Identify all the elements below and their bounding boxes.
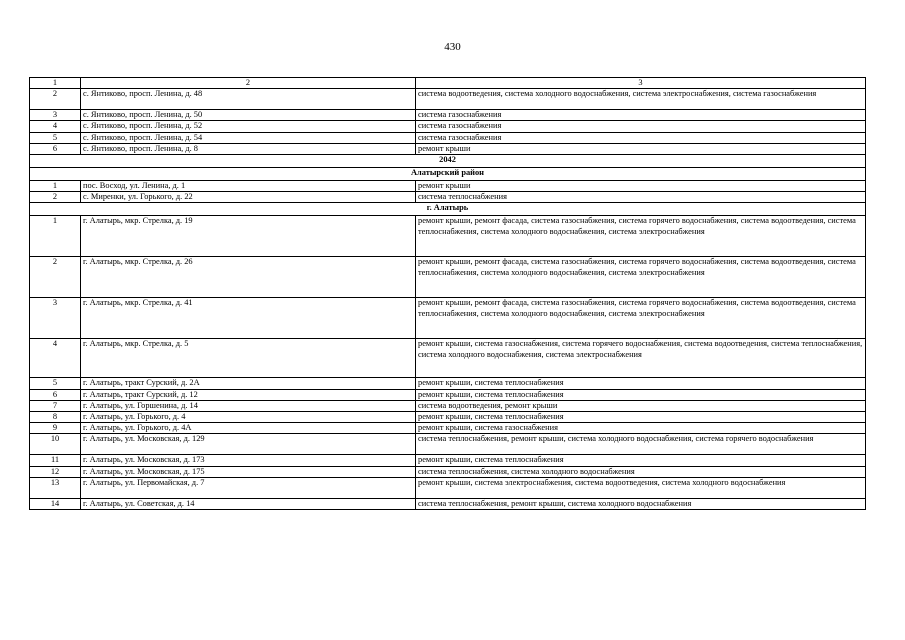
row-address: г. Алатырь, тракт Сурский, д. 2А bbox=[81, 378, 416, 389]
row-works: ремонт крыши, система теплоснабжения bbox=[416, 412, 866, 423]
row-number: 2 bbox=[30, 257, 81, 298]
page-number: 430 bbox=[444, 41, 461, 53]
table-row bbox=[30, 192, 866, 203]
table-row bbox=[30, 110, 866, 121]
row-number: 13 bbox=[30, 477, 81, 498]
row-number: 1 bbox=[30, 216, 81, 257]
row-works: ремонт крыши, система газоснабжения, система горячего водоснабжения, система водоотведения, система теплоснабжения, система холодного водоснабжения, система электроснабжения bbox=[416, 339, 866, 378]
table-row bbox=[30, 412, 866, 423]
row-number: 3 bbox=[30, 110, 81, 121]
row-works: ремонт крыши, система теплоснабжения bbox=[416, 378, 866, 389]
row-works: система газоснабжения bbox=[416, 121, 866, 132]
row-address: г. Алатырь, ул. Горького, д. 4 bbox=[81, 412, 416, 423]
row-works: система теплоснабжения, ремонт крыши, система холодного водоснабжения bbox=[416, 498, 866, 509]
row-number: 8 bbox=[30, 412, 81, 423]
row-works: система теплоснабжения bbox=[416, 192, 866, 203]
row-address: г. Алатырь, ул. Московская, д. 175 bbox=[81, 466, 416, 477]
row-address: с. Янтиково, просп. Ленина, д. 54 bbox=[81, 132, 416, 143]
row-works: ремонт крыши, система теплоснабжения bbox=[416, 455, 866, 466]
year-heading-row bbox=[30, 155, 866, 168]
year-heading: 2042 bbox=[30, 155, 866, 168]
row-number: 5 bbox=[30, 378, 81, 389]
row-address: г. Алатырь, мкр. Стрелка, д. 19 bbox=[81, 216, 416, 257]
table-row bbox=[30, 378, 866, 389]
table-row bbox=[30, 89, 866, 110]
table-row bbox=[30, 423, 866, 434]
district-heading: Алатырский район bbox=[30, 168, 866, 181]
table-row bbox=[30, 477, 866, 498]
table-row bbox=[30, 339, 866, 378]
row-address: г. Алатырь, тракт Сурский, д. 12 bbox=[81, 389, 416, 400]
row-address: с. Янтиково, просп. Ленина, д. 52 bbox=[81, 121, 416, 132]
row-address: с. Миренки, ул. Горького, д. 22 bbox=[81, 192, 416, 203]
row-number: 14 bbox=[30, 498, 81, 509]
table-row bbox=[30, 389, 866, 400]
table-row bbox=[30, 400, 866, 411]
table-row bbox=[30, 257, 866, 298]
table-row bbox=[30, 132, 866, 143]
row-address: г. Алатырь, мкр. Стрелка, д. 26 bbox=[81, 257, 416, 298]
row-number: 2 bbox=[30, 192, 81, 203]
row-number: 9 bbox=[30, 423, 81, 434]
table-row bbox=[30, 181, 866, 192]
row-works: система газоснабжения bbox=[416, 132, 866, 143]
row-number: 3 bbox=[30, 298, 81, 339]
row-number: 6 bbox=[30, 143, 81, 154]
row-address: г. Алатырь, ул. Горького, д. 4А bbox=[81, 423, 416, 434]
row-works: система водоотведения, ремонт крыши bbox=[416, 400, 866, 411]
row-address: г. Алатырь, ул. Советская, д. 14 bbox=[81, 498, 416, 509]
row-works: ремонт крыши bbox=[416, 143, 866, 154]
city-heading: г. Алатырь bbox=[30, 203, 866, 216]
row-works: система газоснабжения bbox=[416, 110, 866, 121]
table-row bbox=[30, 143, 866, 154]
row-address: пос. Восход, ул. Ленина, д. 1 bbox=[81, 181, 416, 192]
column-number-row bbox=[30, 78, 866, 89]
row-address: г. Алатырь, ул. Московская, д. 129 bbox=[81, 434, 416, 455]
row-number: 12 bbox=[30, 466, 81, 477]
row-address: с. Янтиково, просп. Ленина, д. 48 bbox=[81, 89, 416, 110]
table-row bbox=[30, 298, 866, 339]
column-number: 3 bbox=[416, 78, 866, 89]
column-number: 2 bbox=[81, 78, 416, 89]
row-number: 6 bbox=[30, 389, 81, 400]
row-address: г. Алатырь, ул. Московская, д. 173 bbox=[81, 455, 416, 466]
city-heading-row bbox=[30, 203, 866, 216]
row-address: г. Алатырь, ул. Горшенина, д. 14 bbox=[81, 400, 416, 411]
row-address: с. Янтиково, просп. Ленина, д. 50 bbox=[81, 110, 416, 121]
table-row bbox=[30, 434, 866, 455]
row-number: 11 bbox=[30, 455, 81, 466]
row-address: с. Янтиково, просп. Ленина, д. 8 bbox=[81, 143, 416, 154]
table-row bbox=[30, 498, 866, 509]
table-row bbox=[30, 455, 866, 466]
works-table bbox=[29, 77, 866, 510]
row-works: ремонт крыши, ремонт фасада, система газоснабжения, система горячего водоснабжения, система водоотведения, система теплоснабжения, система холодного водоснабжения, система электроснабжения bbox=[416, 298, 866, 339]
row-number: 4 bbox=[30, 339, 81, 378]
table-row bbox=[30, 466, 866, 477]
row-number: 4 bbox=[30, 121, 81, 132]
row-works: ремонт крыши, система теплоснабжения bbox=[416, 389, 866, 400]
row-works: ремонт крыши, система газоснабжения bbox=[416, 423, 866, 434]
table-row bbox=[30, 121, 866, 132]
row-address: г. Алатырь, мкр. Стрелка, д. 41 bbox=[81, 298, 416, 339]
row-address: г. Алатырь, ул. Первомайская, д. 7 bbox=[81, 477, 416, 498]
row-works: система водоотведения, система холодного водоснабжения, система электроснабжения, система газоснабжения bbox=[416, 89, 866, 110]
row-works: ремонт крыши, ремонт фасада, система газоснабжения, система горячего водоснабжения, система водоотведения, система теплоснабжения, система холодного водоснабжения, система электроснабжения bbox=[416, 216, 866, 257]
row-works: ремонт крыши, система электроснабжения, система водоотведения, система холодного водоснабжения bbox=[416, 477, 866, 498]
row-number: 5 bbox=[30, 132, 81, 143]
table-row bbox=[30, 216, 866, 257]
district-heading-row bbox=[30, 168, 866, 181]
row-address: г. Алатырь, мкр. Стрелка, д. 5 bbox=[81, 339, 416, 378]
row-works: система теплоснабжения, ремонт крыши, система холодного водоснабжения, система горячего водоснабжения bbox=[416, 434, 866, 455]
row-number: 7 bbox=[30, 400, 81, 411]
row-works: система теплоснабжения, система холодного водоснабжения bbox=[416, 466, 866, 477]
row-number: 10 bbox=[30, 434, 81, 455]
row-number: 2 bbox=[30, 89, 81, 110]
column-number: 1 bbox=[30, 78, 81, 89]
row-works: ремонт крыши, ремонт фасада, система газоснабжения, система горячего водоснабжения, система водоотведения, система теплоснабжения, система холодного водоснабжения, система электроснабжения bbox=[416, 257, 866, 298]
row-works: ремонт крыши bbox=[416, 181, 866, 192]
row-number: 1 bbox=[30, 181, 81, 192]
